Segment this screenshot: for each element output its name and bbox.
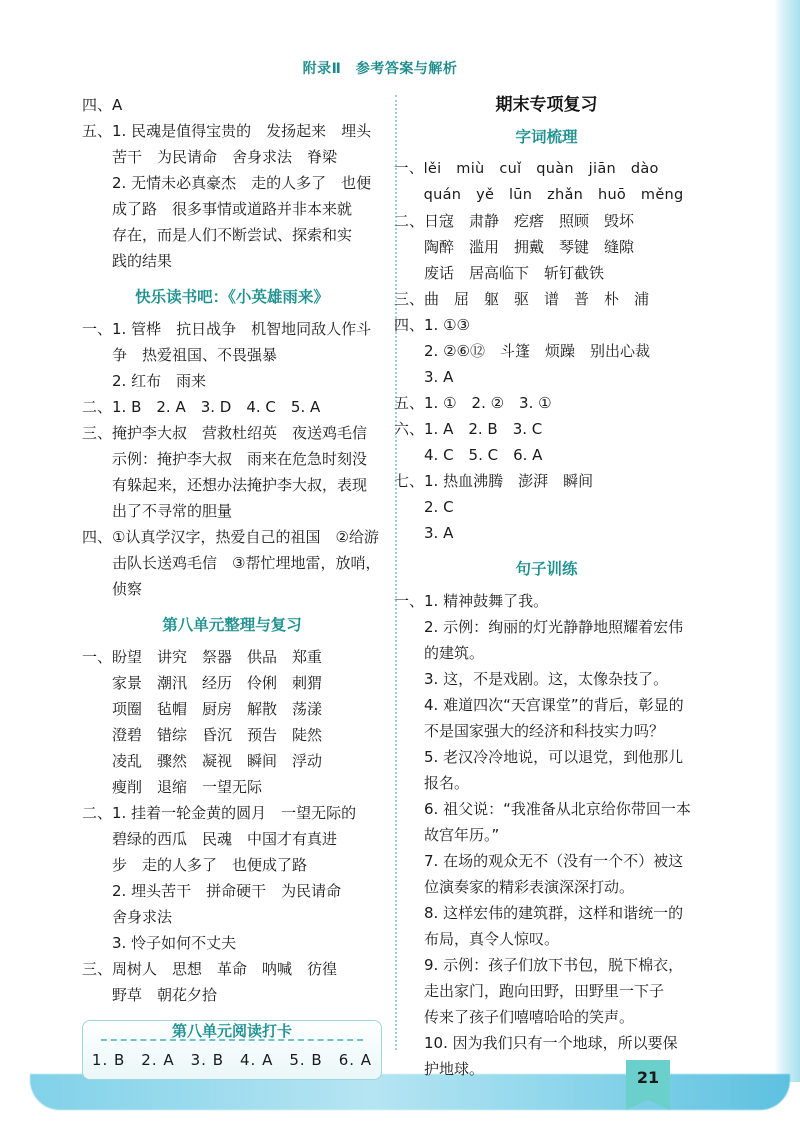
answer-line: 位演奏家的精彩表演深深打动。 (394, 878, 635, 896)
answer-line: quán yě lūn zhǎn huō měng (394, 187, 684, 203)
answer-line: 澄碧 错综 昏沉 预告 陡然 (82, 726, 323, 744)
answer-line: 家景 潮汛 经历 伶俐 刺猬 (82, 674, 323, 692)
answer-line: 5. 老汉冷冷地说，可以退党，到他那儿 (394, 748, 684, 766)
answer-line: 2. 示例：绚丽的灯光静静地照耀着宏伟 (394, 618, 684, 636)
section-title-reading: 快乐读书吧：《小英雄雨来》 (135, 288, 329, 306)
answer-line: 成了路 很多事情或道路并非本来就 (82, 200, 353, 218)
answer-line: 碧绿的西瓜 民魂 中国才有真进 (82, 830, 338, 848)
answer-line: 2. 埋头苦干 拼命硬干 为民请命 (82, 882, 342, 900)
answer-line: 三、周树人 思想 革命 呐喊 彷徨 (82, 960, 338, 978)
left-column (82, 92, 382, 1080)
answer-line: 凌乱 骤然 凝视 瞬间 浮动 (82, 752, 323, 770)
answer-line: 2. ②⑥⑫ 斗篷 烦躁 别出心裁 (394, 342, 650, 360)
answer-line: 争 热爱祖国、不畏强暴 (82, 346, 278, 364)
answer-line: 侦察 (82, 580, 143, 598)
answer-line: 四、①认真学汉字，热爱自己的祖国 ②给游 (82, 528, 379, 546)
answers-top-block (82, 92, 382, 274)
answer-line: 项圈 毡帽 厨房 解散 荡漾 (82, 700, 323, 718)
answer-line: 出了不寻常的胆量 (82, 502, 233, 520)
answer-line: 不是国家强大的经济和科技实力吗？ (394, 722, 665, 740)
answer-line: 废话 居高临下 斩钉截铁 (394, 264, 605, 282)
answer-line: 三、掩护李大叔 营救杜绍英 夜送鸡毛信 (82, 424, 368, 442)
answer-line: 四、A (82, 96, 123, 114)
answer-line: 一、lěi miù cuǐ quàn jiān dào (394, 161, 659, 177)
section-title-unit8: 第八单元整理与复习 (162, 616, 302, 634)
answer-line: 6. 祖父说：“我准备从北京给你带回一本 (394, 800, 691, 818)
answer-line: 护地球。 (394, 1060, 485, 1078)
page-header: 附录Ⅱ 参考答案与解析 (302, 61, 458, 77)
answer-line: 报名。 (394, 774, 470, 792)
answer-line: 一、1. 管桦 抗日战争 机智地同敌人作斗 (82, 320, 372, 338)
answer-line: 4. C 5. C 6. A (394, 446, 543, 464)
answer-line: 二、1. 挂着一轮金黄的圆月 一望无际的 (82, 804, 357, 822)
answer-line: 六、1. A 2. B 3. C (394, 420, 543, 438)
section-title-sentences: 句子训练 (515, 560, 578, 578)
answer-line: 2. C (394, 498, 454, 516)
review-title: 期末专项复习 (495, 95, 598, 115)
answer-line: 一、盼望 讲究 祭器 供品 郑重 (82, 648, 323, 666)
answer-line: 3. 这，不是戏剧。这，太像杂技了。 (394, 670, 669, 688)
answer-line: 布局，真令人惊叹。 (394, 930, 560, 948)
unit8-answers-block (82, 644, 382, 1008)
reading-card-wave (101, 1039, 363, 1045)
answer-line: 9. 示例：孩子们放下书包，脱下棉衣， (394, 956, 684, 974)
reading-answers-block (82, 316, 382, 602)
answer-line: 示例：掩护李大叔 雨来在危急时刻没 (82, 450, 368, 468)
section-title-words: 字词梳理 (515, 128, 578, 146)
answer-line: 野草 朝花夕拾 (82, 986, 218, 1004)
answer-line: 二、日寇 肃静 疙瘩 照顾 毁坏 (394, 212, 635, 230)
answer-line: 2. 红布 雨来 (82, 372, 207, 390)
reading-card-answers: 1. B 2. A 3. B 4. A 5. B 6. A (91, 1051, 373, 1069)
answer-line: 7. 在场的观众无不（没有一个不）被这 (394, 852, 684, 870)
answer-line: 苦干 为民请命 舍身求法 脊梁 (82, 148, 338, 166)
page-number: 21 (636, 1068, 660, 1087)
answer-line: 一、1. 精神鼓舞了我。 (394, 592, 549, 610)
answer-line: 传来了孩子们嘻嘻哈哈的笑声。 (394, 1008, 635, 1026)
answer-line: 四、1. ①③ (394, 316, 470, 334)
answer-line: 10. 因为我们只有一个地球，所以要保 (394, 1034, 678, 1052)
answer-line: 8. 这样宏伟的建筑群，这样和谐统一的 (394, 904, 684, 922)
answer-line: 4. 难道四次“天宫课堂”的背后，彰显的 (394, 696, 684, 714)
answer-line: 有躲起来，还想办法掩护李大叔，表现 (82, 476, 368, 494)
answer-line: 瘦削 退缩 一望无际 (82, 778, 263, 796)
sentences-answers-block (394, 588, 699, 1082)
answer-line: 的建筑。 (394, 644, 485, 662)
reading-card-title: 第八单元阅读打卡 (171, 1022, 292, 1040)
answer-line: 步 走的人多了 也便成了路 (82, 856, 308, 874)
answer-line: 3. A (394, 524, 454, 542)
answer-line: 二、1. B 2. A 3. D 4. C 5. A (82, 398, 321, 416)
words-answers-block (394, 156, 699, 546)
answer-line: 存在，而是人们不断尝试、探索和实 (82, 226, 353, 244)
answer-line: 五、1. 民魂是值得宝贵的 发扬起来 埋头 (82, 122, 372, 140)
reading-card (82, 1020, 382, 1080)
answer-line: 践的结果 (82, 252, 173, 270)
answer-line: 击队长送鸡毛信 ③帮忙埋地雷，放哨， (82, 554, 381, 572)
answer-line: 陶醉 滥用 拥戴 琴键 缝隙 (394, 238, 635, 256)
answer-line: 走出家门，跑向田野，田野里一下子 (394, 982, 665, 1000)
page-edge-decoration (774, 0, 800, 1090)
answer-line: 2. 无情未必真豪杰 走的人多了 也便 (82, 174, 372, 192)
answer-line: 五、1. ① 2. ② 3. ① (394, 394, 552, 412)
answer-line: 舍身求法 (82, 908, 173, 926)
answer-line: 三、曲 屈 躯 驱 谱 普 朴 浦 (394, 290, 650, 308)
answer-line: 3. 怜子如何不丈夫 (82, 934, 237, 952)
right-column (394, 92, 699, 1082)
answer-line: 故宫年历。” (394, 826, 500, 844)
answer-line: 七、1. 热血沸腾 澎湃 瞬间 (394, 472, 594, 490)
answer-line: 3. A (394, 368, 454, 386)
